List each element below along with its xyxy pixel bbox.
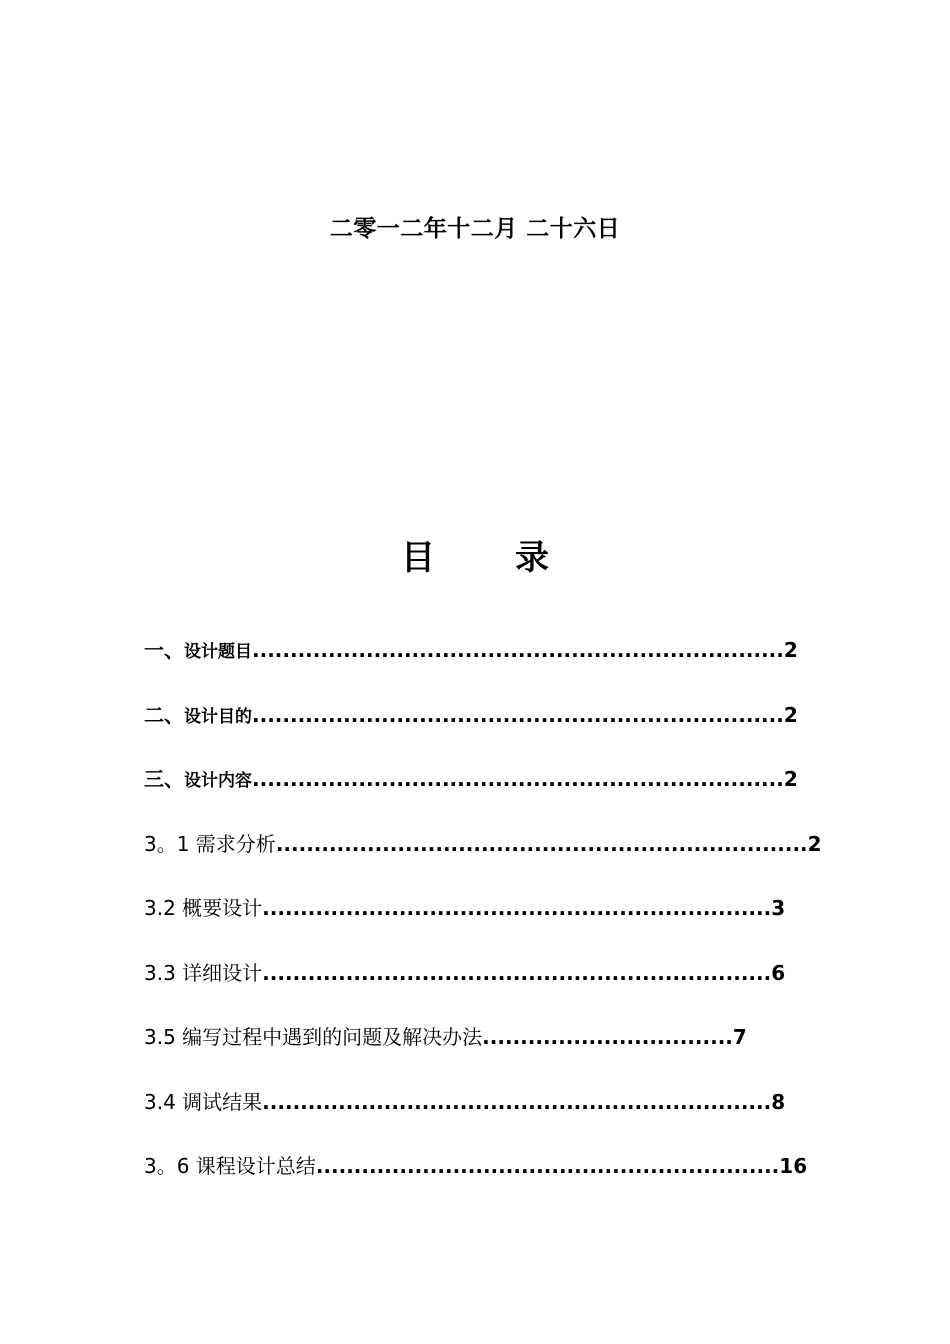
toc-entry-label: 二、设计目的 [144, 702, 252, 727]
toc-entry-design-topic[interactable] [144, 636, 822, 701]
toc-leader-dots: ...................................................................... [275, 831, 808, 856]
toc-page-number: 2 [783, 767, 798, 791]
toc-leader-dots: ...................................................................... [252, 767, 784, 791]
toc-entry-label: 3。6 课程设计总结 [144, 1154, 316, 1178]
toc-page-number: 2 [783, 702, 798, 727]
toc-entry-label: 3.5 编写过程中遇到的问题及解决办法 [144, 1025, 483, 1049]
table-of-contents [144, 636, 822, 1217]
document-date: 二零一二年十二月 二十六日 [329, 216, 621, 242]
toc-entry-label: 一、设计题目 [144, 638, 252, 662]
toc-leader-dots: ................................................................... [262, 1089, 772, 1114]
toc-page-number: 6 [771, 960, 786, 985]
toc-title [0, 530, 950, 579]
toc-entry-label: 3.4 调试结果 [144, 1089, 263, 1114]
toc-leader-dots: ................................................................... [262, 960, 772, 985]
toc-page-number: 8 [771, 1089, 786, 1114]
toc-entry-label: 3.3 详细设计 [144, 960, 263, 985]
toc-page-number: 2 [807, 831, 822, 856]
toc-entry-design-purpose[interactable] [144, 701, 822, 766]
toc-entry-course-summary[interactable] [144, 1152, 822, 1217]
toc-leader-dots: ................................. [482, 1025, 733, 1049]
toc-entry-outline-design[interactable] [144, 894, 822, 959]
toc-entry-label: 3。1 需求分析 [144, 831, 276, 856]
toc-page-number: 2 [783, 638, 798, 662]
toc-entry-label: 3.2 概要设计 [144, 896, 263, 920]
toc-entry-detailed-design[interactable] [144, 959, 822, 1024]
toc-page-number: 16 [779, 1154, 808, 1178]
toc-entry-label: 三、设计内容 [144, 767, 252, 791]
toc-entry-debug-results[interactable] [144, 1088, 822, 1153]
toc-page-number: 3 [771, 896, 786, 920]
toc-leader-dots: ...................................................................... [252, 702, 784, 727]
toc-entry-problems-solutions[interactable] [144, 1023, 822, 1088]
toc-entry-requirements-analysis[interactable] [144, 830, 822, 895]
toc-page-number: 7 [732, 1025, 747, 1049]
toc-leader-dots: ............................................................. [315, 1154, 780, 1178]
toc-entry-design-content[interactable] [144, 765, 822, 830]
toc-leader-dots: ...................................................................... [252, 638, 784, 662]
toc-title-char-2: 录 [515, 538, 549, 578]
toc-leader-dots: ................................................................... [262, 896, 772, 920]
toc-title-char-1: 目 [401, 538, 435, 578]
